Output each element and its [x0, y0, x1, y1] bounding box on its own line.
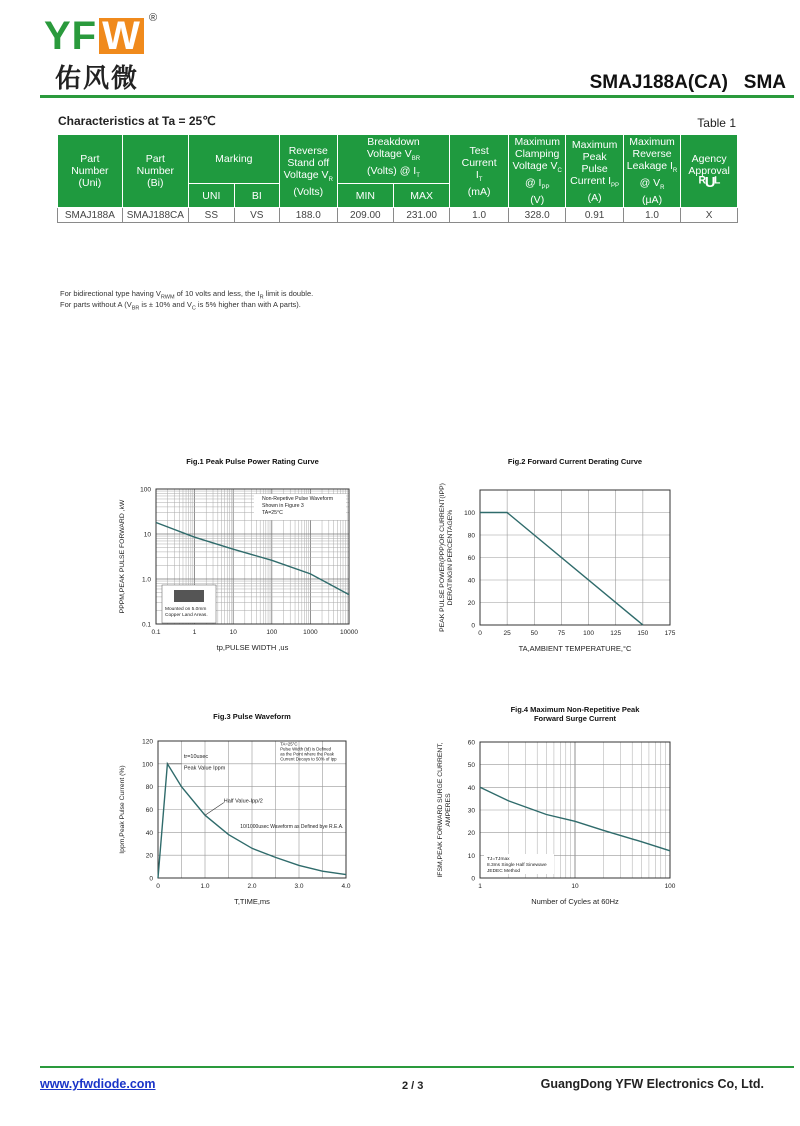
- note-non-a-parts: For parts without A ($V_{BR}$ is ± 10% and $V_C$ is 5% higher than with A parts).: [60, 300, 301, 312]
- x-tick-label: 0: [156, 883, 160, 890]
- chart-title: Fig.2 Forward Current Derating Curve: [507, 457, 643, 466]
- table-cell: 328.0: [508, 208, 565, 223]
- y-tick-label: 60: [467, 739, 475, 747]
- y-tick-label: 40: [467, 577, 475, 585]
- series-line: [156, 523, 349, 595]
- company-name: GuangDong YFW Electronics Co, Ltd.: [540, 1077, 764, 1091]
- table-cell: 231.00: [393, 208, 449, 223]
- brand-logo: [44, 14, 144, 59]
- annotation-text: TJ=TJmax: [487, 857, 510, 862]
- table-row: [58, 208, 738, 223]
- header-uni: UNI: [188, 184, 234, 208]
- x-tick-label: 10: [571, 883, 579, 890]
- x-tick-label: 25: [503, 630, 511, 637]
- y-axis-label: IFSM,PEAK FORWARD SURGE CURRENT,: [437, 742, 444, 878]
- inset-text: Mounted on 5.0mm: [165, 607, 207, 612]
- chart-title: Forward Surge Current: [533, 714, 617, 723]
- annotation-text: Current Decays to 50% of Ipp: [280, 756, 337, 762]
- x-tick-label: 100: [583, 630, 595, 637]
- fig2-derating-chart: [432, 452, 692, 664]
- x-tick-label: 3.0: [294, 883, 304, 890]
- y-tick-label: 80: [467, 532, 475, 540]
- page-number: 2 / 3: [402, 1080, 424, 1092]
- y-tick-label: 20: [467, 600, 475, 607]
- y-tick-label: 0: [149, 875, 153, 883]
- y-tick-label: 40: [467, 784, 475, 792]
- header-agency-approval: Agency Approval ᴿUᴸ: [681, 135, 738, 208]
- fig3-pulse-waveform-chart: [110, 705, 370, 917]
- characteristics-table: [57, 134, 738, 223]
- y-tick-label: 0: [471, 875, 475, 883]
- header-max: MAX: [393, 184, 449, 208]
- annotation-text: Peak Value Ippm: [183, 765, 226, 772]
- x-tick-label: 1: [192, 629, 197, 636]
- package-icon: [174, 590, 204, 602]
- annotation-text: TA=25°C: [262, 510, 283, 516]
- x-tick-label: 75: [557, 630, 566, 637]
- y-tick-label: 0.1: [141, 621, 151, 629]
- x-tick-label: 10: [229, 629, 237, 636]
- x-tick-label: 100: [664, 883, 676, 890]
- x-tick-label: 50: [530, 630, 538, 637]
- y-axis-label: DERATINGIN PERCENTAGE%: [447, 509, 454, 606]
- header-marking: Marking: [188, 135, 279, 184]
- x-tick-label: 150: [637, 630, 649, 637]
- header-test-current: Test Current $I_T$ (mA): [450, 135, 509, 208]
- x-axis-label: tp,PULSE WIDTH ,us: [216, 643, 289, 652]
- header-rule: [40, 95, 794, 98]
- annotation-text: as the Point where the Peak: [280, 751, 334, 757]
- table-cell: 209.00: [337, 208, 393, 223]
- header-peak-pulse-current: Maximum Peak Pulse Current $I_{PP}$ (A): [566, 135, 623, 208]
- table-cell: SMAJ188CA: [122, 208, 188, 223]
- note-bidirectional: For bidirectional type having $V_{RWM}$ of 10 volts and less, the $I_R$ limit is double.: [60, 289, 314, 301]
- y-axis-label: PPPM,PEAK PULSE FORWARD ,kW: [119, 499, 126, 614]
- y-axis-label: AMPERES: [445, 793, 452, 827]
- table-cell: 0.91: [566, 208, 623, 223]
- table-cell: SS: [188, 208, 234, 223]
- y-tick-label: 40: [145, 829, 153, 837]
- y-tick-label: 100: [140, 486, 151, 494]
- x-tick-label: 2.0: [247, 883, 257, 890]
- annotation-text: Non-Repetive Pulse Waveform: [262, 496, 334, 502]
- section-title: Characteristics at Ta = 25℃: [58, 114, 216, 128]
- part-title: SMAJ188A(CA) SMA: [589, 72, 786, 93]
- header-reverse-leakage: Maximum Reverse Leakage $I_R$ @ $V_R$ (μA): [623, 135, 680, 208]
- y-tick-label: 120: [142, 738, 153, 746]
- table-cell: VS: [234, 208, 279, 223]
- annotation-text: Shown in Figure 3: [262, 503, 304, 509]
- annotation-text: tr=10usec: [183, 754, 209, 761]
- header-part-bi: Part Number (Bi): [122, 135, 188, 208]
- header-part-uni: Part Number (Uni): [58, 135, 123, 208]
- registered-mark: ®: [149, 12, 158, 24]
- y-tick-label: 80: [145, 784, 153, 792]
- table-cell: SMAJ188A: [58, 208, 123, 223]
- y-tick-label: 100: [464, 510, 475, 517]
- logo-text: YF: [44, 14, 98, 58]
- table-cell: 1.0: [450, 208, 509, 223]
- x-tick-label: 175: [664, 630, 676, 637]
- x-tick-label: 0: [478, 630, 482, 637]
- y-axis-label: Ippm,Peak Pulse Current (%): [119, 765, 126, 854]
- y-tick-label: 0: [471, 622, 475, 630]
- inset-text: Copper Land Areas.: [165, 613, 208, 618]
- y-tick-label: 50: [467, 762, 475, 770]
- chart-title: Fig.3 Pulse Waveform: [213, 712, 291, 721]
- ul-logo-icon: ᴿUᴸ: [698, 173, 720, 191]
- table-label: Table 1: [697, 116, 736, 130]
- annotation-text: 10/1000usec Waveform as Defined bye R.E.A.: [240, 823, 344, 830]
- table-cell: 188.0: [279, 208, 337, 223]
- annotation-text: Half Value-Ipp/2: [223, 798, 263, 805]
- y-axis-label: PEAK PULSE POWER(PPP)OR CURRENT(IPP): [439, 483, 446, 632]
- logo-w-mark: W: [99, 18, 144, 54]
- annotation-text: JEDEC Method: [487, 869, 521, 874]
- header-reverse-standoff: Reverse Stand off Voltage $V_R$ (Volts): [279, 135, 337, 208]
- fig1-peak-pulse-power-chart: [110, 452, 370, 664]
- annotation-text: TA=25°C: [280, 741, 298, 747]
- table-cell: 1.0: [623, 208, 680, 223]
- annotation-text: Pulse Width (td) is Defined: [280, 746, 332, 752]
- fig4-surge-current-chart: [432, 700, 692, 917]
- x-tick-label: 1: [478, 883, 482, 890]
- x-tick-label: 1.0: [200, 883, 210, 890]
- x-axis-label: Number of Cycles at 60Hz: [531, 897, 619, 906]
- y-tick-label: 20: [467, 830, 475, 838]
- chart-title: Fig.1 Peak Pulse Power Rating Curve: [186, 457, 319, 466]
- footer-rule: [40, 1066, 794, 1068]
- x-axis-label: T,TIME,ms: [234, 897, 270, 906]
- x-tick-label: 10000: [339, 629, 359, 636]
- y-tick-label: 20: [145, 852, 153, 860]
- annotation-arrow: [205, 803, 224, 816]
- x-tick-label: 4.0: [341, 883, 351, 890]
- x-tick-label: 100: [266, 629, 278, 636]
- annotation-text: 8.3ms Single Half Sinewave: [487, 863, 547, 868]
- y-tick-label: 30: [467, 807, 475, 815]
- website-link[interactable]: www.yfwdiode.com: [40, 1077, 156, 1091]
- chart-title: Fig.4 Maximum Non-Repetitive Peak: [510, 705, 640, 714]
- y-tick-label: 100: [142, 761, 153, 769]
- y-tick-label: 10: [467, 852, 475, 860]
- header-min: MIN: [337, 184, 393, 208]
- table-cell: X: [681, 208, 738, 223]
- y-tick-label: 1.0: [141, 576, 151, 584]
- x-axis-label: TA,AMBIENT TEMPERATURE,°C: [518, 644, 632, 653]
- header-clamping-voltage: Maximum Clamping Voltage $V_C$ @ $I_{PP}$ (V): [508, 135, 565, 208]
- logo-chinese-name: 佑风微: [55, 64, 140, 94]
- y-tick-label: 10: [143, 531, 151, 539]
- x-tick-label: 1000: [303, 629, 318, 636]
- header-breakdown: Breakdown Voltage $V_{BR}$ (Volts) @ $I_T$: [337, 135, 450, 184]
- x-tick-label: 0.1: [151, 629, 161, 636]
- header-bi: BI: [234, 184, 279, 208]
- y-tick-label: 60: [467, 555, 475, 562]
- y-tick-label: 60: [145, 807, 153, 814]
- x-tick-label: 125: [610, 630, 622, 637]
